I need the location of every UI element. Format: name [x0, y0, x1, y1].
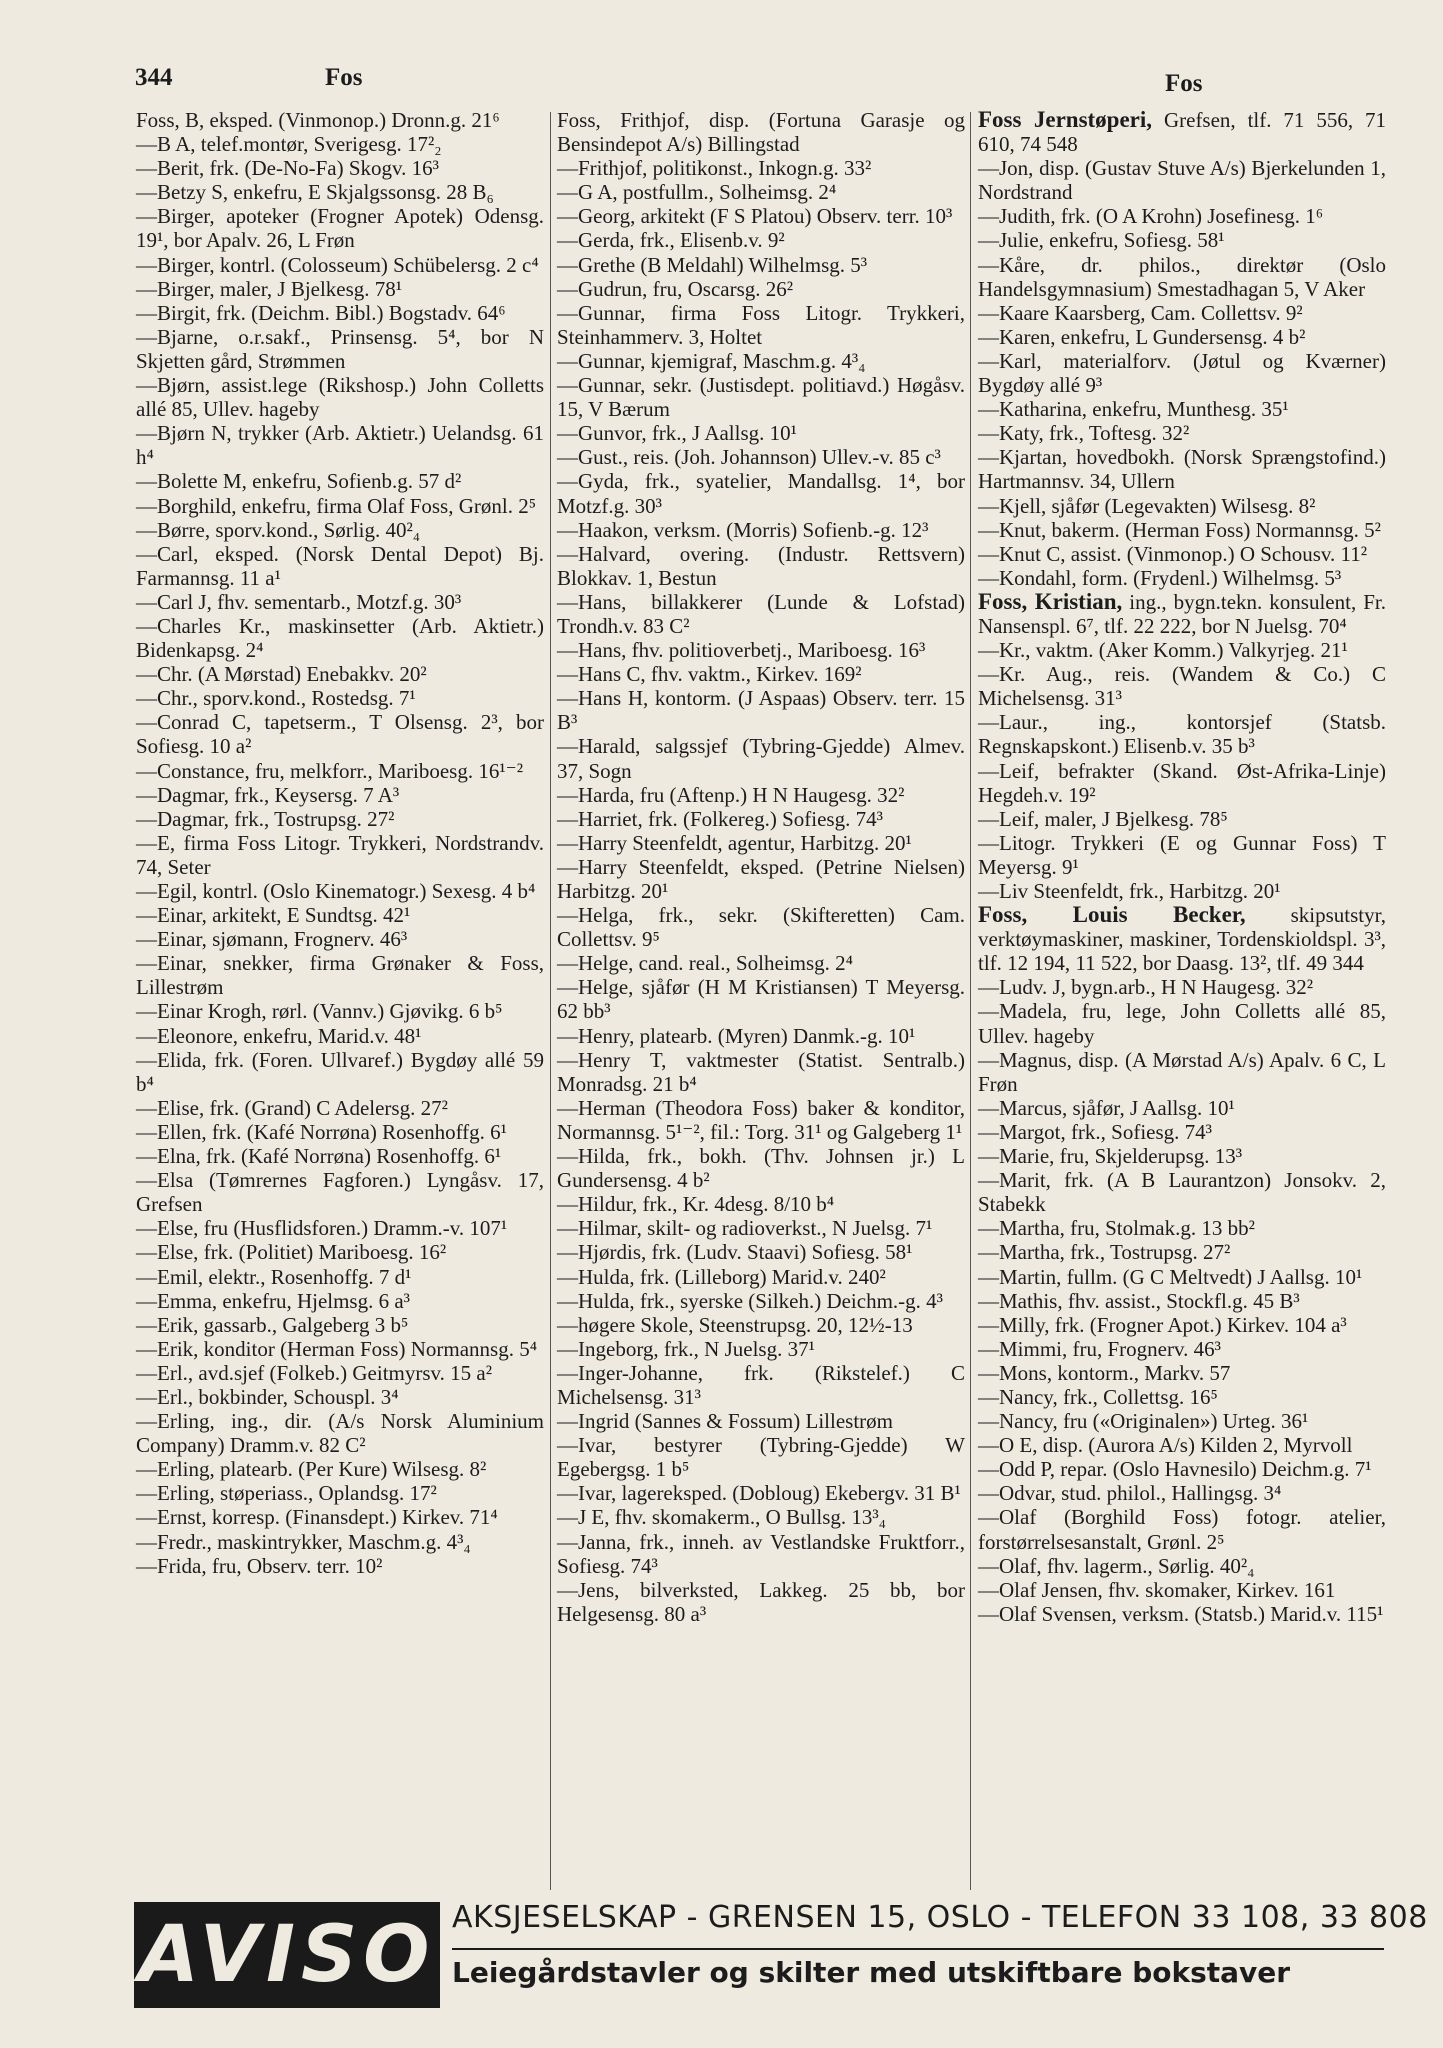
- directory-entry: [978, 1313, 1386, 1337]
- entry-text: —Berit, frk. (De-No-Fa) Skogv. 16³: [136, 156, 439, 181]
- entry-text: —Leif, befrakter (Skand. Øst-Afrika-Linje) Hegdeh.v. 19²: [978, 758, 1386, 807]
- directory-entry: [136, 1385, 544, 1409]
- entry-text: —Leif, maler, J Bjelkesg. 78⁵: [978, 806, 1228, 831]
- entry-text: —Marcus, sjåfør, J Aallsg. 10¹: [978, 1095, 1235, 1120]
- entry-text: —Bjarne, o.r.sakf., Prinsensg. 5⁴, bor N Skjetten gård, Strømmen: [136, 324, 544, 373]
- directory-entry: [978, 397, 1386, 421]
- directory-entry: [978, 108, 1386, 156]
- directory-entry: [136, 494, 544, 518]
- directory-entry: [557, 1048, 965, 1096]
- entry-text: —Elise, frk. (Grand) C Adelersg. 27²: [136, 1095, 448, 1120]
- directory-entry: [557, 1578, 965, 1626]
- entry-text: —Ingeborg, frk., N Juelsg. 37¹: [557, 1336, 815, 1361]
- entry-text: —Kjell, sjåfør (Legevakten) Wilsesg. 8²: [978, 493, 1316, 518]
- directory-entry: [557, 1096, 965, 1144]
- directory-entry: [978, 1048, 1386, 1096]
- entry-text: —Chr., sporv.kond., Rostedsg. 7¹: [136, 686, 416, 711]
- advertisement-tagline: Leiegårdstavler og skilter med utskiftbare bokstaver: [452, 1956, 1291, 1989]
- directory-entry: [978, 228, 1386, 252]
- entry-text: —Fredr., maskintrykker, Maschm.g. 4³₄: [136, 1529, 471, 1554]
- directory-entry: [557, 975, 965, 1023]
- directory-entry: [557, 1024, 965, 1048]
- directory-entry: [136, 999, 544, 1023]
- directory-entry: [557, 807, 965, 831]
- directory-entry: [557, 301, 965, 349]
- directory-entry: [136, 156, 544, 180]
- directory-entry: [136, 903, 544, 927]
- entry-text: —Gerda, frk., Elisenb.v. 9²: [557, 228, 785, 253]
- directory-entry: [136, 1265, 544, 1289]
- directory-entry: [136, 325, 544, 373]
- directory-entry: [136, 1240, 544, 1264]
- directory-entry: [136, 1409, 544, 1457]
- entry-text: —Halvard, overing. (Industr. Rettsvern) Blokkav. 1, Bestun: [557, 541, 965, 590]
- directory-entry: [978, 1120, 1386, 1144]
- directory-entry: [136, 807, 544, 831]
- directory-entry: [136, 1096, 544, 1120]
- directory-entry: [136, 1554, 544, 1578]
- entry-text: —Bolette M, enkefru, Sofienb.g. 57 d²: [136, 469, 462, 494]
- entry-text: —Odd P, repar. (Oslo Havnesilo) Deichm.g. 7¹: [978, 1457, 1372, 1482]
- directory-entry: [978, 1457, 1386, 1481]
- entry-text: —Hulda, frk., syerske (Silkeh.) Deichm.-g. 4³: [557, 1288, 943, 1313]
- directory-entry: [557, 855, 965, 903]
- directory-entry: [136, 301, 544, 325]
- directory-entry: [136, 373, 544, 421]
- entry-text: —Helga, frk., sekr. (Skifteretten) Cam. Collettsv. 9⁵: [557, 903, 965, 952]
- entry-text: —O E, disp. (Aurora A/s) Kilden 2, Myrvoll: [978, 1433, 1353, 1458]
- running-head-left: Fos: [325, 64, 363, 91]
- entry-text: —Judith, frk. (O A Krohn) Josefinesg. 1⁶: [978, 204, 1324, 229]
- directory-entry: [557, 831, 965, 855]
- entry-text: —Eleonore, enkefru, Marid.v. 48¹: [136, 1023, 422, 1048]
- directory-entry: [136, 614, 544, 662]
- directory-entry: [136, 1530, 544, 1554]
- entry-text: —Elida, frk. (Foren. Ullvaref.) Bygdøy allé 59 b⁴: [136, 1047, 544, 1096]
- directory-entry: [978, 710, 1386, 758]
- directory-entry: [557, 903, 965, 951]
- entry-text: skipsutstyr, verktøymaskiner, maskiner, Tordenskioldspl. 3³, tlf. 12 194, 11 522, bor Daasg. 13², tlf. 49 344: [978, 903, 1386, 976]
- advertisement-address: AKSJESELSKAP - GRENSEN 15, OSLO - TELEFON 33 108, 33 808: [452, 1900, 1428, 1935]
- entry-text: —Grethe (B Meldahl) Wilhelmsg. 5³: [557, 252, 868, 277]
- entry-text: —Mathis, fhv. assist., Stockfl.g. 45 B³: [978, 1288, 1300, 1313]
- entry-text: —Erling, ing., dir. (A/s Norsk Aluminium Company) Dramm.v. 82 C²: [136, 1409, 544, 1458]
- directory-entry: [136, 1457, 544, 1481]
- directory-entry: [978, 518, 1386, 542]
- entry-text: —Nancy, fru («Originalen») Urteg. 36¹: [978, 1409, 1309, 1434]
- entry-text: —Odvar, stud. philol., Hallingsg. 3⁴: [978, 1481, 1282, 1506]
- directory-entry: [557, 204, 965, 228]
- directory-entry: [557, 349, 965, 373]
- entry-text: —Dagmar, frk., Keysersg. 7 A³: [136, 782, 400, 807]
- entry-text: —høgere Skole, Steenstrupsg. 20, 12½-13: [557, 1312, 913, 1337]
- directory-entry: [136, 1144, 544, 1168]
- entry-text: —Else, fru (Husflidsforen.) Dramm.-v. 107¹: [136, 1216, 508, 1241]
- entry-text: —Martin, fullm. (G C Meltvedt) J Aallsg. 10¹: [978, 1264, 1363, 1289]
- directory-entry: [136, 927, 544, 951]
- entry-text: —Kondahl, form. (Frydenl.) Wilhelmsg. 5³: [978, 565, 1342, 590]
- directory-entry: [978, 879, 1386, 903]
- entry-text: —Gunvor, frk., J Aallsg. 10¹: [557, 421, 797, 446]
- directory-entry: [978, 807, 1386, 831]
- directory-entry: [136, 831, 544, 879]
- entry-text: —Kåre, dr. philos., direktør (Oslo Handelsgymnasium) Smestadhagan 5, V Aker: [978, 252, 1386, 301]
- directory-entry: [136, 1313, 544, 1337]
- entry-text: —Mons, kontorm., Markv. 57: [978, 1360, 1231, 1385]
- entry-text: —Elsa (Tømrernes Fagforen.) Lyngåsv. 17, Grefsen: [136, 1168, 544, 1217]
- directory-entry: [557, 638, 965, 662]
- directory-entry: [136, 879, 544, 903]
- entry-text: —Jon, disp. (Gustav Stuve A/s) Bjerkelunden 1, Nordstrand: [978, 156, 1386, 205]
- advertisement-divider: [452, 1948, 1384, 1950]
- entry-text: —Mimmi, fru, Frognerv. 46³: [978, 1336, 1221, 1361]
- entry-text: —Ernst, korresp. (Finansdept.) Kirkev. 71⁴: [136, 1505, 498, 1530]
- entry-text: Foss, B, eksped. (Vinmonop.) Dronn.g. 21⁶: [136, 108, 500, 132]
- directory-entry: [978, 445, 1386, 493]
- entry-text: —Olaf Jensen, fhv. skomaker, Kirkev. 161: [978, 1577, 1336, 1602]
- entry-text: —Martha, fru, Stolmak.g. 13 bb²: [978, 1216, 1255, 1241]
- directory-entry: [557, 1289, 965, 1313]
- directory-entry: [978, 903, 1386, 975]
- entry-text: —Erling, støperiass., Oplandsg. 17²: [136, 1481, 437, 1506]
- directory-entry: [136, 180, 544, 204]
- entry-text: —Hilda, frk., bokh. (Thv. Johnsen jr.) L Gundersensg. 4 b²: [557, 1144, 965, 1193]
- directory-entry: [557, 1505, 965, 1529]
- directory-entry: [978, 494, 1386, 518]
- entry-text: —Erik, gassarb., Galgeberg 3 b⁵: [136, 1312, 409, 1337]
- entry-text: —Erik, konditor (Herman Foss) Normannsg. 5⁴: [136, 1336, 538, 1361]
- directory-entry: [557, 1481, 965, 1505]
- entry-text: —Birger, kontrl. (Colosseum) Schübelersg. 2 c⁴: [136, 252, 539, 277]
- directory-entry: [978, 831, 1386, 879]
- directory-entry: [978, 759, 1386, 807]
- entry-text: —Gunnar, firma Foss Litogr. Trykkeri, Steinhammerv. 3, Holtet: [557, 300, 965, 349]
- directory-entry: [557, 421, 965, 445]
- directory-entry: [557, 1192, 965, 1216]
- entry-text: —Ingrid (Sannes & Fossum) Lillestrøm: [557, 1409, 893, 1434]
- entry-text: —Dagmar, frk., Tostrupsg. 27²: [136, 806, 395, 831]
- directory-entry: [557, 108, 965, 156]
- directory-entry: [557, 1216, 965, 1240]
- directory-entry: [136, 1216, 544, 1240]
- entry-text: —B A, telef.montør, Sverigesg. 17²₂: [136, 132, 442, 157]
- entry-text: —Helge, cand. real., Solheimsg. 2⁴: [557, 951, 853, 976]
- entry-text: —Madela, fru, lege, John Colletts allé 85, Ullev. hageby: [978, 999, 1386, 1048]
- entry-heading: Foss Jernstøperi,: [978, 107, 1153, 132]
- directory-entry: [557, 1337, 965, 1361]
- directory-entry: [136, 277, 544, 301]
- entry-text: —Erl., bokbinder, Schouspl. 3⁴: [136, 1384, 399, 1409]
- entry-text: —E, firma Foss Litogr. Trykkeri, Nordstrandv. 74, Seter: [136, 830, 544, 879]
- directory-entry: [557, 253, 965, 277]
- directory-entry: [136, 1289, 544, 1313]
- directory-entry: [557, 469, 965, 517]
- entry-text: —Karen, enkefru, L Gundersensg. 4 b²: [978, 324, 1306, 349]
- directory-entry: [978, 349, 1386, 397]
- directory-entry: [978, 1433, 1386, 1457]
- column-divider: [970, 112, 971, 1890]
- entry-text: —Hans H, kontorm. (J Aspaas) Observ. terr. 15 B³: [557, 686, 965, 735]
- entry-text: —Harriet, frk. (Folkereg.) Sofiesg. 74³: [557, 806, 883, 831]
- entry-text: —Olaf Svensen, verksm. (Statsb.) Marid.v. 115¹: [978, 1601, 1384, 1626]
- directory-entry: [978, 566, 1386, 590]
- directory-entry: [557, 1409, 965, 1433]
- entry-text: —Harald, salgssjef (Tybring-Gjedde) Almev. 37, Sogn: [557, 734, 965, 783]
- entry-text: —Inger-Johanne, frk. (Rikstelef.) C Michelsensg. 31³: [557, 1360, 965, 1409]
- directory-entry: [978, 421, 1386, 445]
- entry-text: —Ivar, bestyrer (Tybring-Gjedde) W Egebergsg. 1 b⁵: [557, 1433, 965, 1482]
- directory-entry: [557, 180, 965, 204]
- directory-entry: [978, 1096, 1386, 1120]
- directory-entry: [978, 1385, 1386, 1409]
- entry-text: —Chr. (A Mørstad) Enebakkv. 20²: [136, 662, 427, 687]
- running-head-right: Fos: [1165, 70, 1203, 97]
- entry-text: —Conrad C, tapetserm., T Olsensg. 2³, bor Sofiesg. 10 a²: [136, 710, 544, 759]
- directory-entry: [136, 783, 544, 807]
- directory-entry: [978, 204, 1386, 228]
- directory-entry: [978, 253, 1386, 301]
- entry-text: —G A, postfullm., Solheimsg. 2⁴: [557, 180, 837, 205]
- directory-entry: [136, 710, 544, 758]
- entry-text: —Hilmar, skilt- og radioverkst., N Juelsg. 7¹: [557, 1216, 933, 1241]
- entry-text: —Emma, enkefru, Hjelmsg. 6 a³: [136, 1288, 410, 1313]
- entry-text: —Marie, fru, Skjelderupsg. 13³: [978, 1144, 1243, 1169]
- entry-text: —Egil, kontrl. (Oslo Kinematogr.) Sexesg. 4 b⁴: [136, 879, 536, 903]
- directory-entry: [978, 1265, 1386, 1289]
- directory-entry: [136, 1168, 544, 1216]
- entry-text: —Emil, elektr., Rosenhoffg. 7 d¹: [136, 1264, 412, 1289]
- entry-text: —Karl, materialforv. (Jøtul og Kværner) Bygdøy allé 9³: [978, 348, 1386, 398]
- directory-entry: [978, 1289, 1386, 1313]
- advertisement: [134, 1898, 1428, 2010]
- directory-entry: [978, 590, 1386, 638]
- entry-text: —Hildur, frk., Kr. 4desg. 8/10 b⁴: [557, 1192, 835, 1217]
- entry-text: —Hjørdis, frk. (Ludv. Staavi) Sofiesg. 58¹: [557, 1240, 913, 1265]
- directory-entry: [978, 1578, 1386, 1602]
- entry-text: —Gudrun, fru, Oscarsg. 26²: [557, 276, 794, 301]
- entry-text: —Marit, frk. (A B Laurantzon) Jonsokv. 2, Stabekk: [978, 1168, 1386, 1217]
- entry-text: Foss, Frithjof, disp. (Fortuna Garasje og Bensindepot A/s) Billingstad: [557, 108, 965, 157]
- directory-entry: [978, 1240, 1386, 1264]
- entry-text: —Birgit, frk. (Deichm. Bibl.) Bogstadv. 64⁶: [136, 300, 506, 325]
- entry-text: —Harda, fru (Aftenp.) H N Haugesg. 32²: [557, 782, 905, 807]
- entry-text: —J E, fhv. skomakerm., O Bullsg. 13³₄: [557, 1505, 886, 1530]
- entry-text: —Børre, sporv.kond., Sørlig. 40²₄: [136, 517, 421, 542]
- entry-text: —Milly, frk. (Frogner Apot.) Kirkev. 104 a³: [978, 1312, 1347, 1337]
- entry-text: Grefsen, tlf. 71 556, 71 610, 74 548: [978, 108, 1386, 157]
- directory-entry: [136, 759, 544, 783]
- entry-text: —Birger, apoteker (Frogner Apotek) Odensg. 19¹, bor Apalv. 26, L Frøn: [136, 204, 544, 253]
- directory-entry: [136, 542, 544, 590]
- entry-text: —Kaare Kaarsberg, Cam. Collettsv. 9²: [978, 300, 1303, 325]
- column-divider: [550, 112, 551, 1890]
- directory-entry: [136, 204, 544, 252]
- entry-text: —Haakon, verksm. (Morris) Sofienb.-g. 12³: [557, 517, 929, 542]
- directory-entry: [557, 445, 965, 469]
- directory-entry: [136, 469, 544, 493]
- entry-text: —Ivar, lagereksped. (Dobloug) Ekebergv. 31 B¹: [557, 1481, 961, 1506]
- directory-entry: [557, 1313, 965, 1337]
- directory-entry: [557, 662, 965, 686]
- directory-entry: [978, 1168, 1386, 1216]
- entry-text: —Henry T, vaktmester (Statist. Sentralb.) Monradsg. 21 b⁴: [557, 1047, 965, 1096]
- entry-text: —Henry, platearb. (Myren) Danmk.-g. 10¹: [557, 1023, 916, 1048]
- directory-entry: [557, 1530, 965, 1578]
- entry-text: —Frida, fru, Observ. terr. 10²: [136, 1553, 383, 1578]
- directory-entry: [978, 301, 1386, 325]
- directory-entry: [978, 1409, 1386, 1433]
- directory-entry: [136, 1120, 544, 1144]
- entry-text: —Kjartan, hovedbokh. (Norsk Sprængstofind.) Hartmannsv. 34, Ullern: [978, 445, 1386, 494]
- directory-entry: [978, 1144, 1386, 1168]
- entry-text: —Einar, snekker, firma Grønaker & Foss, Lillestrøm: [136, 951, 544, 1000]
- entry-text: —Kr., vaktm. (Aker Komm.) Valkyrjeg. 21¹: [978, 638, 1348, 663]
- directory-entry: [136, 132, 544, 156]
- directory-entry: [557, 590, 965, 638]
- entry-text: —Gunnar, sekr. (Justisdept. politiavd.) Høgåsv. 15, V Bærum: [557, 373, 965, 422]
- page-header: [135, 64, 1365, 104]
- entry-text: —Charles Kr., maskinsetter (Arb. Aktietr.) Bidenkapsg. 2⁴: [136, 613, 544, 663]
- entry-text: —Einar Krogh, rørl. (Vannv.) Gjøvikg. 6 b⁵: [136, 999, 503, 1024]
- directory-entry: [557, 156, 965, 180]
- entry-text: —Margot, frk., Sofiesg. 74³: [978, 1119, 1212, 1144]
- directory-entry: [978, 156, 1386, 204]
- entry-text: —Harry Steenfeldt, agentur, Harbitzg. 20¹: [557, 830, 912, 855]
- directory-entry: [978, 1602, 1386, 1626]
- directory-entry: [978, 638, 1386, 662]
- entry-text: —Else, frk. (Politiet) Mariboesg. 16²: [136, 1240, 447, 1265]
- directory-entry: [136, 1361, 544, 1385]
- directory-entry: [136, 590, 544, 614]
- entry-text: —Constance, fru, melkforr., Mariboesg. 16¹⁻²: [136, 758, 524, 783]
- entry-text: —Gunnar, kjemigraf, Maschm.g. 4³₄: [557, 348, 866, 373]
- directory-entry: [136, 253, 544, 277]
- entry-text: —Borghild, enkefru, firma Olaf Foss, Grønl. 2⁵: [136, 493, 537, 518]
- entry-text: —Magnus, disp. (A Mørstad A/s) Apalv. 6 C, L Frøn: [978, 1047, 1386, 1096]
- directory-entry: [557, 951, 965, 975]
- directory-entry: [978, 662, 1386, 710]
- directory-entry: [978, 325, 1386, 349]
- directory-entry: [136, 662, 544, 686]
- directory-entry: [978, 1505, 1386, 1553]
- entry-text: —Katharina, enkefru, Munthesg. 35¹: [978, 397, 1289, 422]
- entry-text: —Herman (Theodora Foss) baker & konditor, Normannsg. 5¹⁻², fil.: Torg. 31¹ og Galgeberg 1¹: [557, 1095, 965, 1144]
- entry-text: —Laur., ing., kontorsjef (Statsb. Regnskapskont.) Elisenb.v. 35 b³: [978, 710, 1386, 759]
- entry-text: —Hulda, frk. (Lilleborg) Marid.v. 240²: [557, 1264, 886, 1289]
- directory-entry: [978, 975, 1386, 999]
- entry-text: —Olaf (Borghild Foss) fotogr. atelier, forstørrelsesanstalt, Grønl. 2⁵: [978, 1505, 1386, 1554]
- entry-text: —Georg, arkitekt (F S Platou) Observ. terr. 10³: [557, 204, 953, 229]
- directory-entry: [136, 108, 544, 132]
- entry-text: —Harry Steenfeldt, eksped. (Petrine Nielsen) Harbitzg. 20¹: [557, 854, 965, 903]
- entry-text: —Bjørn N, trykker (Arb. Aktietr.) Uelandsg. 61 h⁴: [136, 421, 544, 470]
- directory-entry: [557, 783, 965, 807]
- directory-entry: [136, 951, 544, 999]
- entry-text: —Erling, platearb. (Per Kure) Wilsesg. 8²: [136, 1457, 487, 1482]
- entry-text: —Knut, bakerm. (Herman Foss) Normannsg. 5²: [978, 517, 1381, 542]
- entry-text: —Einar, arkitekt, E Sundtsg. 42¹: [136, 903, 411, 928]
- directory-entry: [557, 228, 965, 252]
- entry-text: —Frithjof, politikonst., Inkogn.g. 33²: [557, 156, 872, 181]
- page-number: 344: [135, 64, 173, 91]
- directory-entry: [557, 1433, 965, 1481]
- entry-text: —Betzy S, enkefru, E Skjalgssonsg. 28 B₆: [136, 180, 494, 205]
- entry-text: —Jens, bilverksted, Lakkeg. 25 bb, bor Helgesensg. 80 a³: [557, 1577, 965, 1626]
- entry-text: —Liv Steenfeldt, frk., Harbitzg. 20¹: [978, 879, 1281, 903]
- directory-entry: [136, 1481, 544, 1505]
- entry-text: —Nancy, frk., Collettsg. 16⁵: [978, 1384, 1218, 1409]
- entry-heading: Foss, Louis Becker,: [978, 902, 1246, 928]
- entry-text: —Carl, eksped. (Norsk Dental Depot) Bj. Farmannsg. 11 a¹: [136, 541, 544, 590]
- entry-text: —Elna, frk. (Kafé Norrøna) Rosenhoffg. 6¹: [136, 1144, 502, 1169]
- entry-text: —Ludv. J, bygn.arb., H N Haugesg. 32²: [978, 975, 1314, 1000]
- entry-text: —Hans, fhv. politioverbetj., Mariboesg. 16³: [557, 638, 926, 663]
- entry-text: —Erl., avd.sjef (Folkeb.) Geitmyrsv. 15 a²: [136, 1360, 493, 1385]
- directory-column-2: [557, 108, 965, 1626]
- entry-text: ing., bygn.tekn. konsulent, Fr. Nansenspl. 6⁷, tlf. 22 222, bor N Juelsg. 70⁴: [978, 589, 1386, 638]
- directory-entry: [557, 734, 965, 782]
- directory-entry: [136, 518, 544, 542]
- entry-text: —Bjørn, assist.lege (Rikshosp.) John Colletts allé 85, Ullev. hageby: [136, 373, 544, 422]
- entry-text: —Martha, frk., Tostrupsg. 27²: [978, 1240, 1231, 1265]
- directory-entry: [557, 373, 965, 421]
- entry-text: —Knut C, assist. (Vinmonop.) O Schousv. 11²: [978, 541, 1368, 566]
- directory-entry: [978, 999, 1386, 1047]
- directory-entry: [978, 1216, 1386, 1240]
- entry-text: —Janna, frk., inneh. av Vestlandske Fruktforr., Sofiesg. 74³: [557, 1529, 965, 1578]
- entry-text: —Julie, enkefru, Sofiesg. 58¹: [978, 228, 1225, 253]
- directory-entry: [557, 1361, 965, 1409]
- directory-entry: [136, 686, 544, 710]
- directory-entry: [978, 1481, 1386, 1505]
- directory-entry: [557, 277, 965, 301]
- entry-text: —Carl J, fhv. sementarb., Motzf.g. 30³: [136, 589, 462, 614]
- directory-entry: [978, 542, 1386, 566]
- entry-text: —Katy, frk., Toftesg. 32²: [978, 421, 1190, 446]
- directory-entry: [557, 686, 965, 734]
- directory-entry: [557, 1144, 965, 1192]
- directory-entry: [557, 542, 965, 590]
- directory-entry: [136, 1024, 544, 1048]
- directory-entry: [557, 1240, 965, 1264]
- entry-text: —Ellen, frk. (Kafé Norrøna) Rosenhoffg. 6¹: [136, 1119, 507, 1144]
- directory-entry: [136, 1337, 544, 1361]
- entry-text: —Birger, maler, J Bjelkesg. 78¹: [136, 276, 403, 301]
- directory-entry: [136, 421, 544, 469]
- entry-text: —Olaf, fhv. lagerm., Sørlig. 40²₄: [978, 1553, 1255, 1578]
- directory-entry: [557, 518, 965, 542]
- directory-entry: [136, 1048, 544, 1096]
- entry-text: —Einar, sjømann, Frognerv. 46³: [136, 927, 408, 952]
- entry-text: —Hans C, fhv. vaktm., Kirkev. 169²: [557, 662, 862, 687]
- directory-column-3: [978, 108, 1386, 1626]
- aviso-logo: AVISO: [134, 1902, 440, 2008]
- directory-entry: [978, 1554, 1386, 1578]
- directory-entry: [557, 1265, 965, 1289]
- entry-text: —Kr. Aug., reis. (Wandem & Co.) C Michelsensg. 31³: [978, 662, 1386, 711]
- entry-text: —Helge, sjåfør (H M Kristiansen) T Meyersg. 62 bb³: [557, 975, 965, 1024]
- directory-entry: [978, 1361, 1386, 1385]
- entry-text: —Gyda, frk., syatelier, Mandallsg. 1⁴, bor Motzf.g. 30³: [557, 469, 965, 518]
- entry-heading: Foss, Kristian,: [978, 588, 1123, 614]
- entry-text: —Gust., reis. (Joh. Johannson) Ullev.-v. 85 c³: [557, 445, 941, 470]
- directory-entry: [136, 1505, 544, 1529]
- entry-text: —Litogr. Trykkeri (E og Gunnar Foss) T Meyersg. 9¹: [978, 830, 1386, 879]
- entry-text: —Hans, billakkerer (Lunde & Lofstad) Trondh.v. 83 C²: [557, 589, 965, 638]
- directory-entry: [978, 1337, 1386, 1361]
- directory-column-1: [136, 108, 544, 1578]
